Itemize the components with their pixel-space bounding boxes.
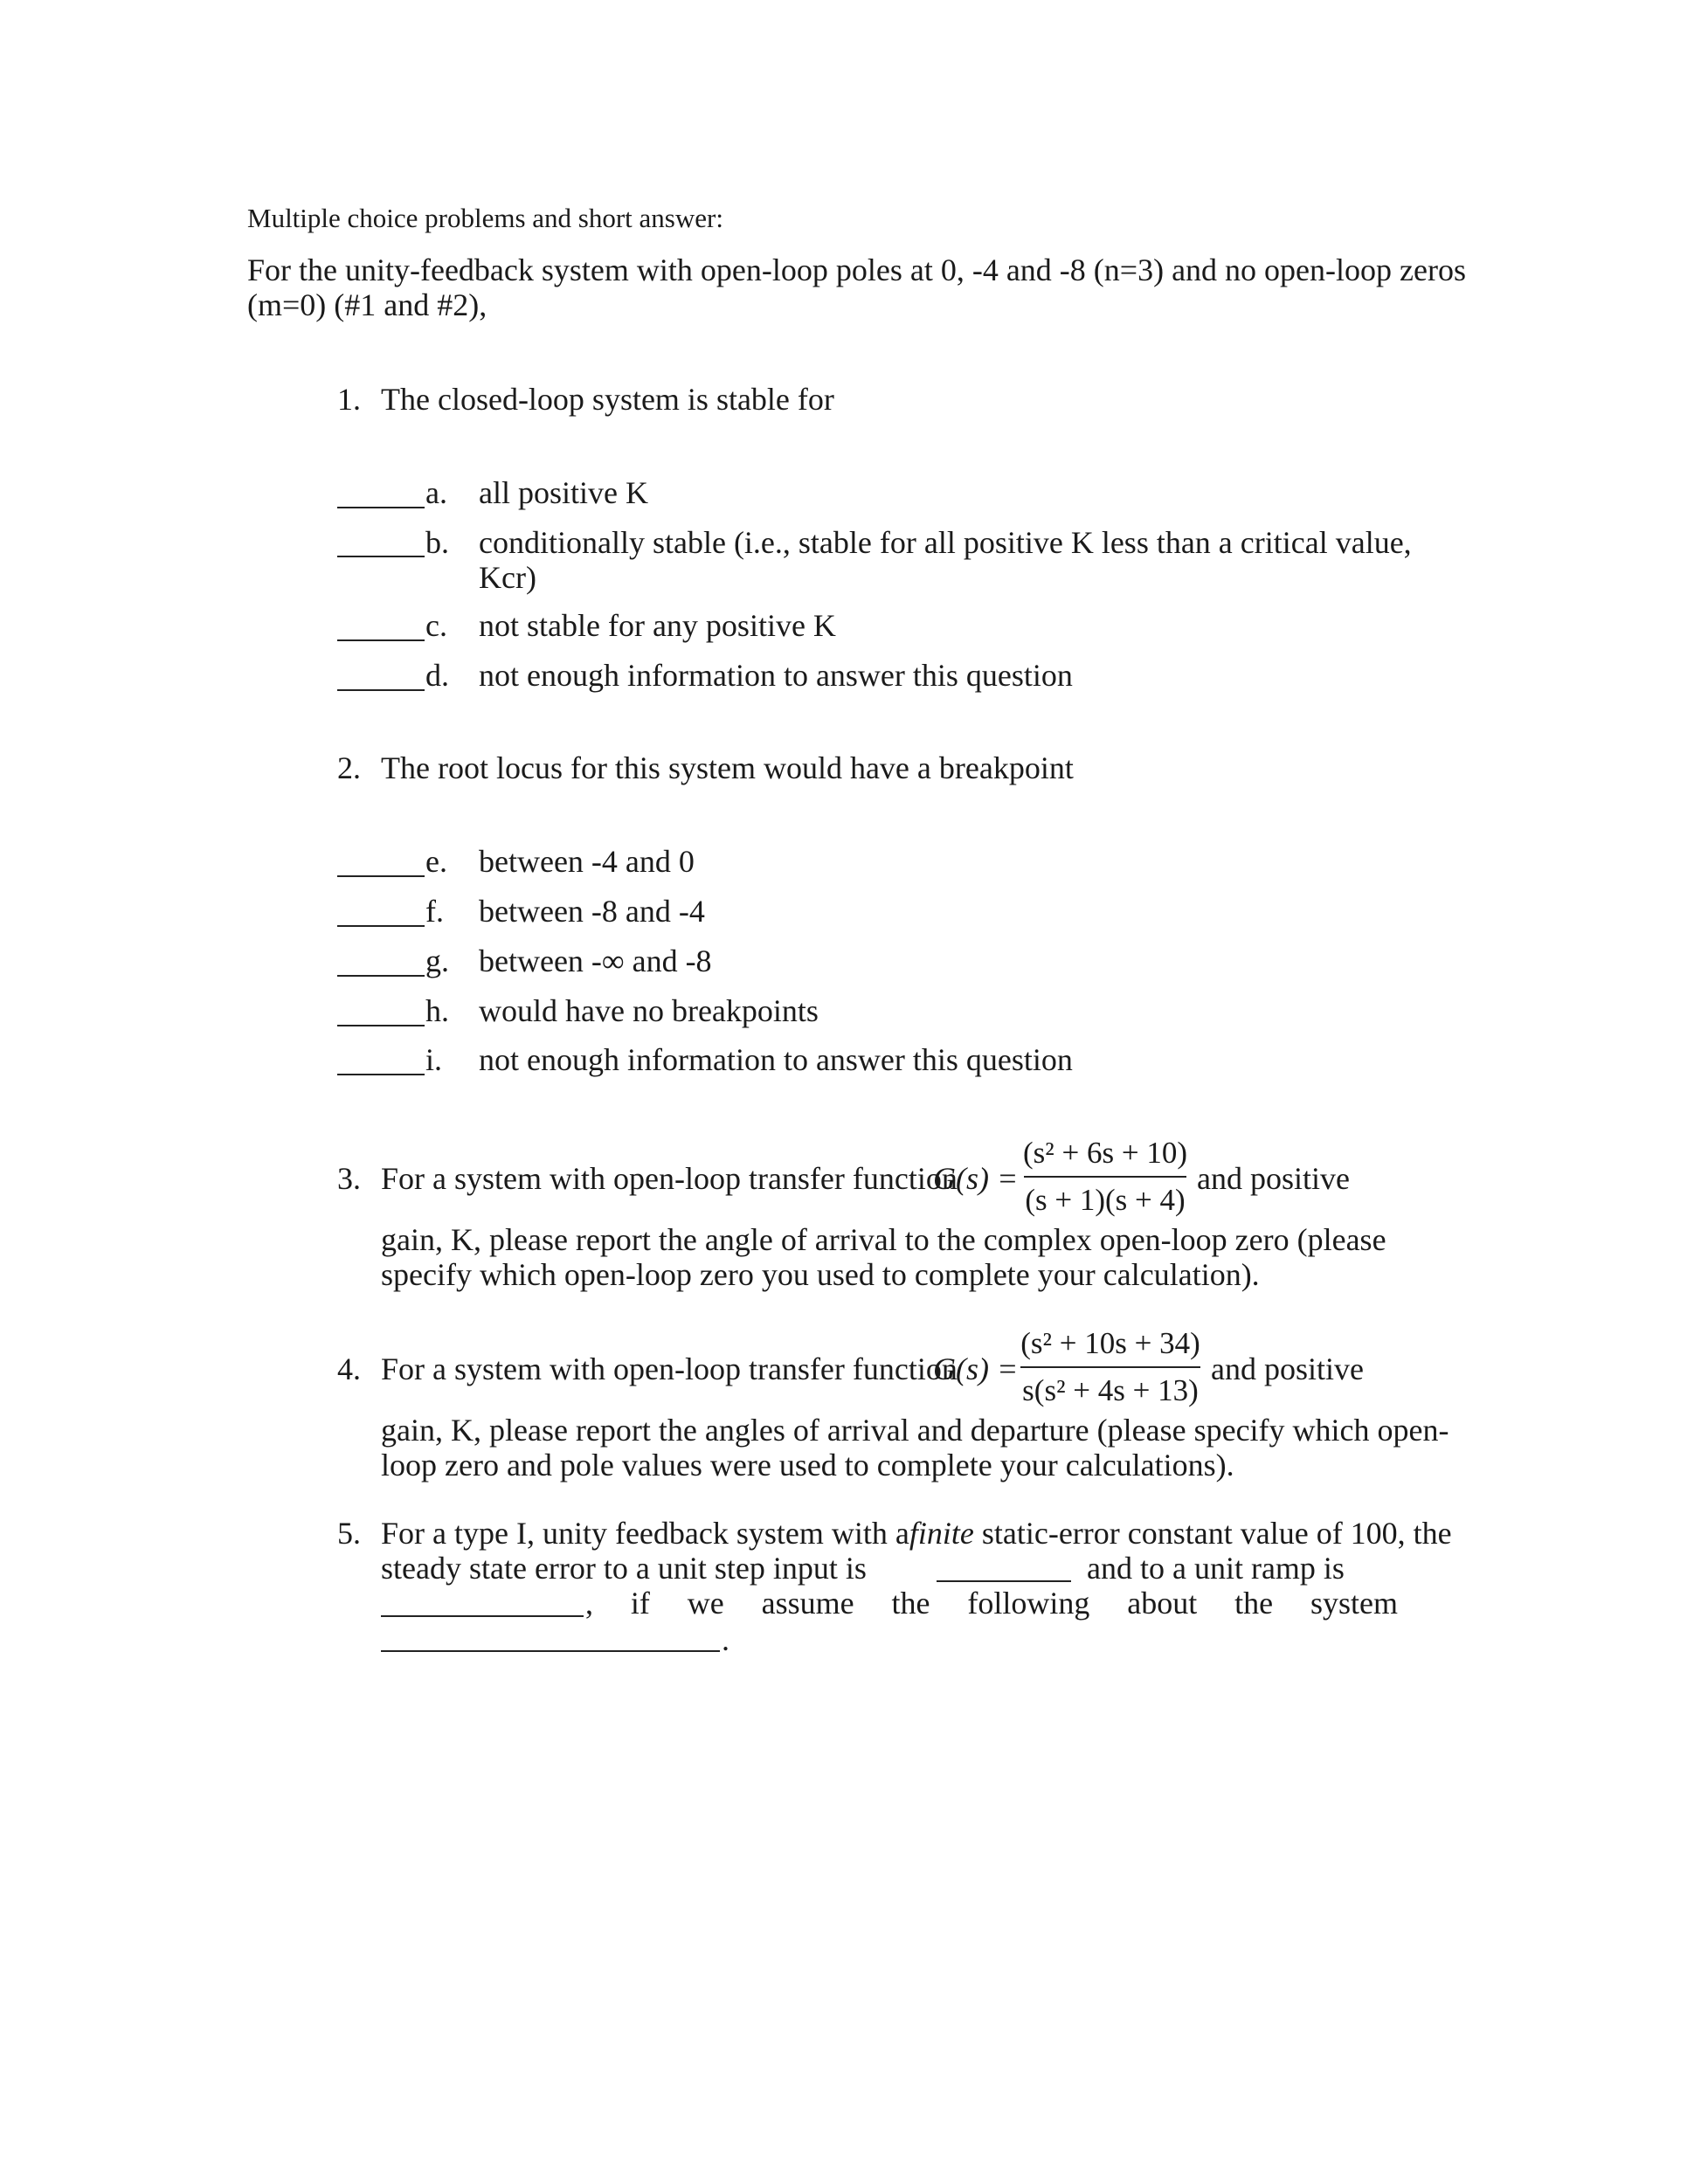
question-text: For a system with open-loop transfer function — [381, 1351, 958, 1386]
option-letter: e. — [425, 844, 447, 879]
question-text-end: . — [722, 1622, 729, 1657]
fraction-bar — [1020, 1366, 1200, 1368]
answer-blank-f[interactable] — [337, 925, 425, 927]
fraction-bar — [1024, 1176, 1186, 1178]
question-number: 1. — [337, 382, 361, 417]
option-text: conditionally stable (i.e., stable for all positive K less than a critical value, — [479, 525, 1412, 560]
question-text-line-3: loop zero and pole values were used to complete your calculations). — [381, 1448, 1234, 1482]
question-text-line-3: , if we assume the following about the system — [585, 1586, 1398, 1621]
question-text-line-1: For a type I, unity feedback system with afinite static-error constant value of 100, the — [381, 1516, 1452, 1551]
question-text-line-2: gain, K, please report the angles of arrival and departure (please specify which open- — [381, 1413, 1449, 1448]
option-letter: f. — [425, 894, 444, 929]
fraction-denominator: (s + 1)(s + 4) — [1025, 1183, 1186, 1217]
answer-blank-a[interactable] — [337, 507, 425, 508]
fraction-numerator: (s² + 10s + 34) — [1020, 1326, 1200, 1360]
question-text-line-2a: steady state error to a unit step input is — [381, 1551, 867, 1586]
option-letter: b. — [425, 525, 449, 560]
question-text: For a system with open-loop transfer function — [381, 1161, 958, 1196]
option-text: all positive K — [479, 475, 648, 510]
option-letter: g. — [425, 943, 449, 978]
question-number: 5. — [337, 1516, 361, 1551]
answer-blank-b[interactable] — [337, 556, 425, 557]
option-text: would have no breakpoints — [479, 993, 819, 1028]
intro-line-1: For the unity-feedback system with open-loop poles at 0, -4 and -8 (n=3) and no open-loop zeros — [247, 252, 1466, 287]
answer-blank-i[interactable] — [337, 1074, 425, 1075]
question-text: The root locus for this system would have a breakpoint — [381, 750, 1074, 785]
transfer-function-label: G(s) = — [933, 1351, 1019, 1386]
fraction-numerator: (s² + 6s + 10) — [1022, 1136, 1188, 1170]
answer-blank-d[interactable] — [337, 689, 425, 691]
answer-blank-ramp-error[interactable] — [381, 1615, 584, 1617]
option-text: not stable for any positive K — [479, 608, 836, 643]
question-text-line-2b: and to a unit ramp is — [1087, 1551, 1345, 1586]
option-letter: a. — [425, 475, 447, 510]
transfer-function-label: G(s) = — [933, 1161, 1019, 1196]
option-text: not enough information to answer this question — [479, 658, 1073, 693]
question-number: 2. — [337, 750, 361, 785]
option-letter: c. — [425, 608, 447, 643]
question-number: 4. — [337, 1351, 361, 1386]
option-text: between -4 and 0 — [479, 844, 695, 879]
answer-blank-step-error[interactable] — [937, 1580, 1071, 1582]
fraction-denominator: s(s² + 4s + 13) — [1022, 1373, 1199, 1407]
option-letter: i. — [425, 1042, 443, 1077]
option-text: not enough information to answer this question — [479, 1042, 1073, 1077]
answer-blank-g[interactable] — [337, 975, 425, 977]
question-text-line-3: specify which open-loop zero you used to complete your calculation). — [381, 1257, 1260, 1292]
answer-blank-h[interactable] — [337, 1025, 425, 1026]
option-text-continued: Kcr) — [479, 560, 536, 595]
question-text: The closed-loop system is stable for — [381, 382, 834, 417]
answer-blank-c[interactable] — [337, 639, 425, 641]
question-number: 3. — [337, 1161, 361, 1196]
option-text: between -8 and -4 — [479, 894, 705, 929]
question-text-line-2: gain, K, please report the angle of arrival to the complex open-loop zero (please — [381, 1222, 1386, 1257]
section-header: Multiple choice problems and short answer: — [247, 203, 723, 233]
emphasis-finite: finite — [909, 1516, 974, 1551]
option-text: between -∞ and -8 — [479, 943, 712, 978]
question-text-tail: and positive — [1211, 1351, 1364, 1386]
answer-blank-assumption[interactable] — [381, 1650, 720, 1652]
intro-line-2: (m=0) (#1 and #2), — [247, 287, 487, 322]
option-letter: d. — [425, 658, 449, 693]
answer-blank-e[interactable] — [337, 875, 425, 877]
option-letter: h. — [425, 993, 449, 1028]
question-text-tail: and positive — [1197, 1161, 1350, 1196]
